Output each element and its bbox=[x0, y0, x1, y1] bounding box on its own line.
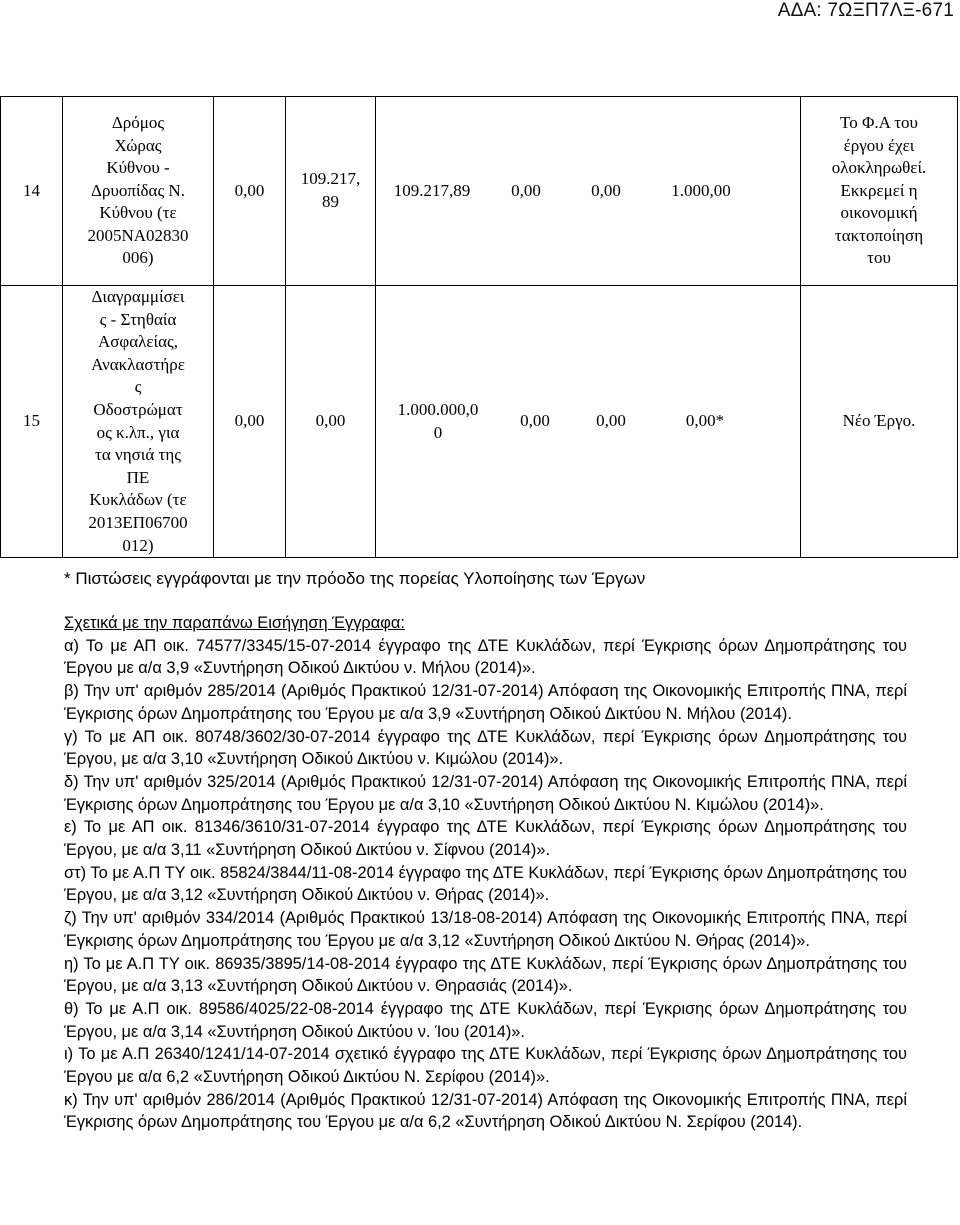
value-cell bbox=[286, 97, 376, 286]
title-line: 2005ΝΑ02830 bbox=[87, 225, 189, 245]
note-line: Εκκρεμεί η bbox=[840, 180, 918, 200]
reference-item: θ) Το με Α.Π οικ. 89586/4025/22-08-2014 έγγραφο της ΔΤΕ Κυκλάδων, περί Έγκρισης όρων Δημοπράτησης του Έργου, με α/α 3,14 «Συντήρηση Οδικού Δικτύου ν. Ίου (2014)». bbox=[64, 999, 907, 1041]
row-number: 14 bbox=[1, 97, 63, 286]
title-line: τα νησιά της bbox=[95, 445, 181, 465]
title-line: Δρόμος bbox=[111, 112, 165, 132]
project-title bbox=[63, 97, 214, 286]
note-cell: Νέο Έργο. bbox=[801, 286, 958, 558]
value-cell: 109.217,89 bbox=[393, 180, 471, 200]
note-line: οικονομική bbox=[840, 203, 918, 223]
value-line: 1.000.000,0 bbox=[397, 399, 479, 419]
reference-item: ι) Το με Α.Π 26340/1241/14-07-2014 σχετικό έγγραφο της ΔΤΕ Κυκλάδων, περί Έγκρισης όρων Δημοπράτησης του Έργου με α/α 6,2 «Συντήρηση Οδικού Δικτύου Ν. Σερίφου (2014)». bbox=[64, 1045, 907, 1087]
footnote: * Πιστώσεις εγγράφονται με την πρόοδο της πορείας Υλοποίησης των Έργων bbox=[64, 569, 646, 588]
merged-values-cell bbox=[376, 286, 801, 558]
references-section bbox=[64, 612, 907, 1134]
reference-item: κ) Την υπ' αριθμόν 286/2014 (Αριθμός Πρακτικού 12/31-07-2014) Απόφαση της Οικονομικής Επιτροπής ΠΝΑ, περί Έγκρισης όρων Δημοπράτησης του Έργου με α/α 6,2 «Συντήρηση Οδικού Δικτύου Ν. Σερίφου (2014). bbox=[64, 1090, 907, 1132]
reference-item: δ) Την υπ' αριθμόν 325/2014 (Αριθμός Πρακτικού 12/31-07-2014) Απόφαση της Οικονομικής Επιτροπής ΠΝΑ, περί Έγκρισης όρων Δημοπράτησης του Έργου με α/α 3,10 «Συντήρηση Οδικού Δικτύου Ν. Κιμώλου (2014)». bbox=[64, 772, 907, 814]
note-line: έργου έχει bbox=[843, 135, 915, 155]
title-line: Οδοστρώματ bbox=[93, 399, 183, 419]
value-cell: 0,00 bbox=[520, 411, 550, 431]
row-number: 15 bbox=[1, 286, 63, 558]
title-line: 006) bbox=[122, 248, 154, 268]
reference-item: ε) Το με ΑΠ οικ. 81346/3610/31-07-2014 έγγραφο της ΔΤΕ Κυκλάδων, περί Έγκρισης όρων Δημοπράτησης του Έργου, με α/α 3,11 «Συντήρηση Οδικού Δικτύου ν. Σίφνου (2014)». bbox=[64, 818, 907, 860]
title-line: Ανακλαστήρε bbox=[91, 354, 185, 374]
reference-item: στ) Το με Α.Π ΤΥ οικ. 85824/3844/11-08-2014 έγγραφο της ΔΤΕ Κυκλάδων, περί Έγκρισης όρων Δημοπράτησης του Έργου, με α/α 3,12 «Συντήρηση Οδικού Δικτύου ν. Θήρας (2014)». bbox=[64, 863, 907, 905]
references-heading: Σχετικά με την παραπάνω Εισήγηση Έγγραφα: bbox=[64, 614, 405, 632]
value-line: 109.217, bbox=[300, 169, 361, 189]
table-row-14 bbox=[1, 97, 958, 286]
value-cell: 0,00 bbox=[596, 411, 626, 431]
title-line: Ασφαλείας, bbox=[97, 332, 178, 352]
title-line: Κύθνου - bbox=[106, 158, 170, 178]
ada-code: ΑΔΑ: 7ΩΞΠ7ΛΞ-671 bbox=[777, 0, 954, 21]
value-cell: 0,00 bbox=[214, 286, 286, 558]
title-line: ος κ.λπ., για bbox=[96, 422, 180, 442]
value-cell: 0,00* bbox=[685, 411, 725, 431]
note-line: τακτοποίηση bbox=[834, 225, 924, 245]
reference-item: γ) Το με ΑΠ οικ. 80748/3602/30-07-2014 έγγραφο της ΔΤΕ Κυκλάδων, περί Έγκρισης όρων Δημοπράτησης του Έργου, με α/α 3,10 «Συντήρηση Οδικού Δικτύου ν. Κιμώλου (2014)». bbox=[64, 727, 907, 769]
value-cell: 0,00 bbox=[511, 180, 541, 200]
value-line: 0 bbox=[433, 422, 443, 442]
reference-item: ζ) Την υπ' αριθμόν 334/2014 (Αριθμός Πρακτικού 13/18-08-2014) Απόφαση της Οικονομικής Επιτροπής ΠΝΑ, περί Έγκρισης όρων Δημοπράτησης του Έργου με α/α 3,12 «Συντήρηση Οδικού Δικτύου Ν. Θήρας (2014)». bbox=[64, 909, 907, 950]
note-cell bbox=[801, 97, 958, 286]
table-row-15 bbox=[1, 286, 958, 558]
project-title bbox=[63, 286, 214, 558]
title-line: Δρυοπίδας Ν. bbox=[91, 180, 185, 200]
projects-table bbox=[0, 96, 958, 558]
title-line: 2013ΕΠ06700 bbox=[88, 512, 188, 532]
reference-item: α) Το με ΑΠ οικ. 74577/3345/15-07-2014 έγγραφο της ΔΤΕ Κυκλάδων, περί Έγκρισης όρων Δημοπράτησης του Έργου με α/α 3,9 «Συντήρηση Οδικού Δικτύου ν. Μήλου (2014)». bbox=[64, 636, 907, 678]
title-line: Διαγραμμίσει bbox=[91, 287, 185, 306]
title-line: ς bbox=[134, 377, 142, 397]
note-line: του bbox=[867, 248, 891, 268]
value-cell: 0,00 bbox=[214, 97, 286, 286]
value-cell: 0,00 bbox=[286, 286, 376, 558]
title-line: Κυκλάδων (τε bbox=[89, 490, 187, 510]
title-line: Κύθνου (τε bbox=[99, 203, 177, 223]
value-cell bbox=[378, 399, 498, 444]
note-line: ολοκληρωθεί. bbox=[831, 158, 927, 178]
value-cell: 0,00 bbox=[591, 180, 621, 200]
reference-item: β) Την υπ' αριθμόν 285/2014 (Αριθμός Πρακτικού 12/31-07-2014) Απόφαση της Οικονομικής Επιτροπής ΠΝΑ, περί Έγκρισης όρων Δημοπράτησης του Έργου με α/α 3,9 «Συντήρηση Οδικού Δικτύου Ν. Μήλου (2014). bbox=[64, 682, 907, 723]
value-cell: 1.000,00 bbox=[671, 180, 731, 200]
title-line: ς - Στηθαία bbox=[99, 309, 177, 329]
value-line: 89 bbox=[322, 192, 339, 211]
title-line: ΠΕ bbox=[126, 467, 150, 487]
merged-values-cell bbox=[376, 97, 801, 286]
note-line: Το Φ.Α του bbox=[840, 112, 918, 132]
reference-item: η) Το με Α.Π ΤΥ οικ. 86935/3895/14-08-2014 έγγραφο της ΔΤΕ Κυκλάδων, περί Έγκρισης όρων Δημοπράτησης του Έργου, με α/α 3,13 «Συντήρηση Οδικού Δικτύου ν. Θηρασιάς (2014)». bbox=[64, 954, 907, 996]
title-line: 012) bbox=[122, 535, 154, 555]
title-line: Χώρας bbox=[114, 135, 162, 155]
